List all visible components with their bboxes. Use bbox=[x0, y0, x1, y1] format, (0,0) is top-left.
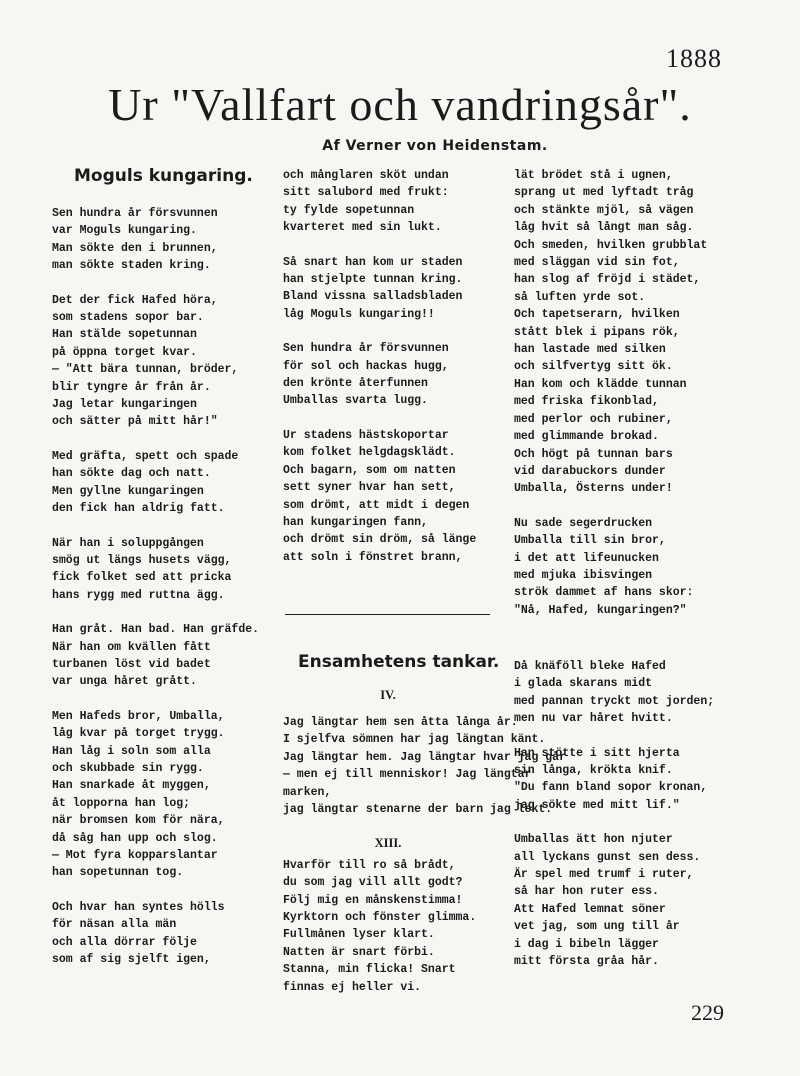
poem1-column-1 bbox=[52, 205, 260, 985]
verse-line: Fullmånen lyser klart. bbox=[283, 928, 435, 942]
verse-line: Nu sade segerdrucken bbox=[514, 516, 653, 530]
verse-line: Man sökte den i brunnen, bbox=[52, 241, 218, 255]
verse-line: och skubbade sin rygg. bbox=[52, 761, 204, 775]
verse-line: Umballas svarta lugg. bbox=[283, 394, 428, 408]
verse-line: Och tapetserarn, hvilken bbox=[514, 308, 680, 322]
verse-line: med friska fikonblad, bbox=[514, 395, 659, 409]
verse-line: Då knäföll bleke Hafed bbox=[514, 660, 666, 673]
verse-line: han stjelpte tunnan kring. bbox=[283, 273, 463, 287]
verse-line: som drömt, att midt i degen bbox=[283, 498, 470, 512]
verse-line: Sen hundra år försvunnen bbox=[283, 342, 449, 356]
verse-line: Men Hafeds bror, Umballa, bbox=[52, 709, 225, 723]
verse-line: med släggan vid sin fot, bbox=[514, 256, 680, 270]
verse-line: låg kvar på torget trygg. bbox=[52, 727, 225, 741]
stanza bbox=[52, 535, 242, 605]
verse-line: Och bagarn, som om natten bbox=[283, 463, 456, 477]
verse-line: marken, bbox=[283, 785, 332, 799]
verse-line: när bromsen kom för nära, bbox=[52, 814, 225, 828]
poem2-column bbox=[283, 714, 566, 1013]
verse-line: och drömt sin dröm, så länge bbox=[283, 533, 477, 547]
verse-line: han sopetunnan tog. bbox=[52, 866, 184, 880]
stanza bbox=[283, 427, 503, 566]
verse-line: och stänkte mjöl, så vägen bbox=[514, 203, 694, 217]
verse-line: och sätter på mitt hår!" bbox=[52, 415, 218, 429]
page-number: 229 bbox=[691, 1000, 724, 1025]
verse-line: åt lopporna han log; bbox=[52, 796, 191, 810]
verse-line: vid darabuckors dunder bbox=[514, 464, 666, 478]
author-byline: Af Verner von Heidenstam. bbox=[322, 138, 548, 154]
year-label: 1888 bbox=[666, 44, 722, 73]
verse-line: Han stötte i sitt hjerta bbox=[514, 746, 680, 760]
verse-line: han lastade med silken bbox=[514, 343, 666, 357]
verse-line: Han låg i soln som alla bbox=[52, 744, 211, 758]
poem2-title: Ensamhetens tankar. bbox=[298, 652, 500, 672]
verse-line: med glimmande brokad. bbox=[514, 430, 659, 444]
verse-line: för sol och hackas hugg, bbox=[283, 359, 449, 373]
verse-line: kvarteret med sin lukt. bbox=[283, 221, 442, 235]
verse-line: och månglaren sköt undan bbox=[283, 169, 449, 182]
verse-line: han sökte dag och natt. bbox=[52, 467, 211, 481]
verse-line: blir tyngre år från år. bbox=[52, 380, 211, 394]
verse-line: fick folket sed att pricka bbox=[52, 571, 232, 585]
verse-line: Bland vissna salladsbladen bbox=[283, 290, 463, 304]
stanza bbox=[283, 857, 513, 996]
verse-line: "Du fann bland sopor kronan, bbox=[514, 781, 708, 795]
verse-line: sitt salubord med frukt: bbox=[283, 186, 449, 200]
verse-line: Han kom och klädde tunnan bbox=[514, 377, 687, 391]
verse-line: man sökte staden kring. bbox=[52, 259, 211, 273]
verse-line: smög ut längs husets vägg, bbox=[52, 553, 232, 567]
verse-line: all lyckans gunst sen dess. bbox=[514, 850, 701, 864]
stanza bbox=[514, 831, 764, 970]
verse-line: lät brödet stå i ugnen, bbox=[514, 169, 673, 182]
verse-line: då såg han upp och slog. bbox=[52, 831, 218, 845]
verse-line: Med gräfta, spett och spade bbox=[52, 449, 239, 463]
verse-line: med perlor och rubiner, bbox=[514, 412, 673, 426]
verse-line: Det der fick Hafed höra, bbox=[52, 293, 218, 307]
verse-line: I sjelfva sömnen har jag längtan känt. bbox=[283, 733, 546, 747]
stanza bbox=[52, 292, 242, 431]
poem1-column-2 bbox=[283, 167, 503, 583]
verse-line: han slog af fröjd i städet, bbox=[514, 273, 701, 287]
verse-line: turbanen löst vid badet bbox=[52, 657, 211, 671]
verse-line: som af sig sjelft igen, bbox=[52, 953, 211, 967]
verse-line: som stadens sopor bar. bbox=[52, 311, 204, 325]
verse-line: — men ej till menniskor! Jag längtar bbox=[283, 768, 532, 782]
stanza bbox=[283, 340, 503, 410]
stanza bbox=[52, 448, 242, 518]
verse-line: Jag längtar hem sen åtta långa år. bbox=[283, 716, 518, 729]
verse-line: men nu var håret hvitt. bbox=[514, 712, 673, 726]
verse-line: för näsan alla män bbox=[52, 918, 177, 932]
verse-line: strök dammet af hans skor: bbox=[514, 586, 694, 600]
verse-line: så luften yrde sot. bbox=[514, 290, 646, 304]
verse-line: den fick han aldrig fatt. bbox=[52, 502, 225, 516]
poem1-title: Moguls kungaring. bbox=[74, 166, 253, 186]
verse-line: Jag letar kungaringen bbox=[52, 398, 197, 412]
section-numeral-xiii: XIII. bbox=[374, 836, 402, 851]
verse-line: och silfvertyg sitt ök. bbox=[514, 360, 673, 374]
verse-line: Jag längtar hem. Jag längtar hvar jag går bbox=[283, 750, 566, 764]
poem1-column-3 bbox=[514, 167, 764, 636]
verse-line: ty fylde sopetunnan bbox=[283, 203, 415, 217]
verse-line: Umballa till sin bror, bbox=[514, 534, 666, 548]
verse-line: Sen hundra år försvunnen bbox=[52, 207, 218, 220]
stanza bbox=[52, 899, 242, 969]
verse-line: sprang ut med lyftadt tråg bbox=[514, 186, 694, 200]
verse-line: Hvarför till ro så brådt, bbox=[283, 858, 456, 872]
stanza bbox=[52, 621, 260, 691]
verse-line: sett syner hvar han sett, bbox=[283, 481, 456, 495]
verse-line: När han om kvällen fått bbox=[52, 640, 211, 654]
stanza bbox=[283, 254, 503, 324]
verse-line: stått blek i pipans rök, bbox=[514, 325, 680, 339]
verse-line: mitt första gråa hår. bbox=[514, 955, 659, 969]
verse-line: jag sökte med mitt lif." bbox=[514, 798, 680, 812]
stanza bbox=[283, 167, 503, 237]
section-numeral-iv: IV. bbox=[380, 688, 396, 702]
verse-line: Umballas ätt hon njuter bbox=[514, 833, 673, 847]
verse-line: att soln i fönstret brann, bbox=[283, 550, 463, 564]
verse-line: hans rygg med ruttna ägg. bbox=[52, 588, 225, 602]
stanza bbox=[52, 205, 242, 275]
verse-line: så har hon ruter ess. bbox=[514, 885, 659, 899]
verse-line: med pannan tryckt mot jorden; bbox=[514, 694, 715, 708]
verse-line: jag längtar stenarne der barn jag lekt. bbox=[283, 803, 553, 817]
page-title: Ur "Vallfart och vandringsår". bbox=[108, 79, 692, 130]
verse-line: — Mot fyra kopparslantar bbox=[52, 849, 218, 862]
verse-line: Kyrktorn och fönster glimma. bbox=[283, 911, 477, 925]
verse-line: han kungaringen fann, bbox=[283, 515, 428, 529]
verse-line: i dag i bibeln lägger bbox=[514, 937, 659, 951]
verse-line: Men gyllne kungaringen bbox=[52, 484, 204, 498]
verse-line: "Nå, Hafed, kungaringen?" bbox=[514, 603, 687, 617]
verse-line: den krönte återfunnen bbox=[283, 377, 428, 391]
section-divider bbox=[285, 614, 490, 615]
verse-line: Han gråt. Han bad. Han gräfde. bbox=[52, 623, 260, 637]
stanza bbox=[283, 714, 566, 818]
verse-line: Han snarkade åt myggen, bbox=[52, 779, 211, 793]
verse-line: vet jag, som ung till år bbox=[514, 920, 680, 934]
verse-line: Han stälde sopetunnan bbox=[52, 328, 197, 342]
verse-line: Så snart han kom ur staden bbox=[283, 255, 463, 269]
verse-line: finnas ej heller vi. bbox=[283, 980, 422, 994]
verse-line: och alla dörrar följe bbox=[52, 935, 197, 949]
verse-line: Är spel med trumf i ruter, bbox=[514, 868, 694, 882]
stanza bbox=[52, 708, 242, 882]
verse-line: Ur stadens hästskoportar bbox=[283, 428, 449, 442]
verse-line: Stanna, min flicka! Snart bbox=[283, 963, 456, 977]
verse-line: i glada skarans midt bbox=[514, 677, 653, 691]
verse-line: När han i soluppgången bbox=[52, 536, 204, 550]
stanza bbox=[514, 515, 764, 619]
verse-line: låg Moguls kungaring!! bbox=[283, 307, 435, 321]
verse-line: Umballa, Österns under! bbox=[514, 482, 673, 496]
verse-line: var Moguls kungaring. bbox=[52, 224, 197, 238]
poem1-column-3-bottom bbox=[514, 658, 764, 988]
verse-line: låg hvit så långt man såg. bbox=[514, 221, 694, 235]
verse-line: i det att lifeunucken bbox=[514, 551, 659, 565]
stanza bbox=[514, 658, 764, 728]
verse-line: Att Hafed lemnat söner bbox=[514, 902, 666, 916]
verse-line: — "Att bära tunnan, bröder, bbox=[52, 363, 239, 377]
verse-line: Följ mig en månskenstimma! bbox=[283, 893, 463, 907]
verse-line: var unga håret grått. bbox=[52, 675, 197, 689]
verse-line: Och högt på tunnan bars bbox=[514, 447, 673, 461]
stanza bbox=[514, 167, 764, 498]
verse-line: sin långa, krökta knif. bbox=[514, 764, 673, 778]
verse-line: kom folket helgdagsklädt. bbox=[283, 446, 456, 460]
verse-line: Och hvar han syntes hölls bbox=[52, 900, 225, 914]
verse-line: på öppna torget kvar. bbox=[52, 345, 197, 359]
stanza bbox=[514, 745, 764, 815]
verse-line: med mjuka ibisvingen bbox=[514, 568, 653, 582]
verse-line: Och smeden, hvilken grubblat bbox=[514, 238, 708, 252]
verse-line: du som jag vill allt godt? bbox=[283, 876, 463, 890]
verse-line: Natten är snart förbi. bbox=[283, 945, 435, 959]
